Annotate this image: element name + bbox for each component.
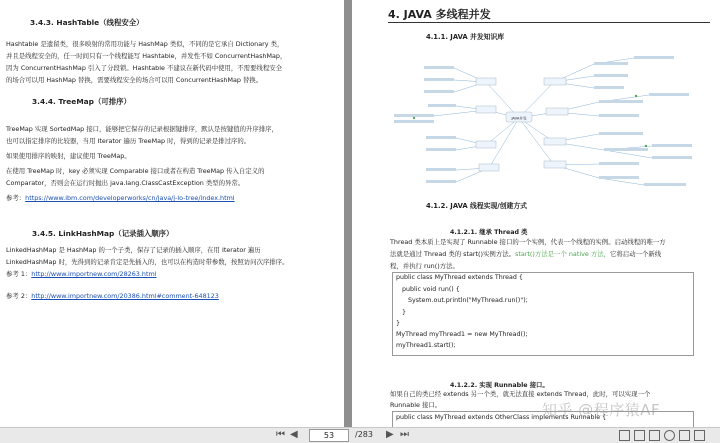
treemap-reference (6, 194, 235, 204)
first-page-icon[interactable]: ⏮ (276, 429, 285, 440)
diagram-leaf (424, 66, 454, 69)
diagram-leaf (649, 93, 689, 96)
diagram-leaf (594, 62, 628, 65)
diagram-leaf (426, 168, 456, 171)
treemap-line-2: 也可以指定排序的比较器，当用 Iterator 遍历 TreeMap 时，得到的记录是排过序的。 (6, 137, 251, 145)
left-page (0, 0, 344, 427)
diagram-leaf (599, 100, 643, 103)
diagram-leaf (604, 148, 648, 151)
thread-desc-2 (390, 250, 661, 260)
linkedhashmap-ref2-link[interactable]: http://www.importnew.com/20386.html#comment-648123 (31, 292, 219, 300)
diagram-node (546, 108, 568, 115)
heading-linkedhashmap: 3.4.5. LinkHashMap（记录插入顺序） (32, 229, 174, 238)
treemap-ref-link[interactable]: https://www.ibm.com/developerworks/cn/java/j-lo-tree/index.html (25, 194, 235, 202)
code-line: System.out.println("MyThread.run()"); (408, 297, 528, 304)
diagram-node (479, 164, 499, 171)
prev-page-icon[interactable]: ◀ (290, 429, 298, 440)
diagram-leaf (424, 90, 454, 93)
diagram-leaf (426, 148, 456, 151)
diagram-node (476, 78, 496, 85)
diagram-marker (635, 95, 637, 97)
diagram-node (544, 138, 566, 145)
diagram-leaf (424, 78, 454, 81)
linkedhashmap-ref1-label: 参考 1： (6, 270, 32, 278)
continuous-view-icon[interactable] (649, 430, 660, 441)
zoom-icon[interactable] (664, 430, 675, 441)
thread-desc-2b: start()方法是一个 native 方法， (515, 250, 611, 258)
runnable-desc-2: Runnable 接口。 (390, 401, 442, 409)
diagram-marker (645, 145, 647, 147)
fullscreen-icon[interactable] (694, 430, 705, 441)
chapter-rule (388, 22, 710, 23)
code-line: MyThread myThread1 = new MyThread(); (396, 331, 528, 338)
treemap-line-4: 在使用 TreeMap 时，key 必须实现 Comparable 接口或者在构造 TreeMap 传入自定义的 (6, 167, 265, 175)
diagram-leaf (599, 132, 643, 135)
runnable-desc-1: 如果自己的类已经 extends 另一个类，就无法直接 extends Thread，此时，可以实现一个 (390, 390, 651, 398)
diagram-node (476, 106, 496, 113)
page-gutter (344, 0, 352, 427)
linkedhashmap-reference-1 (6, 270, 156, 280)
right-page (352, 0, 720, 427)
diagram-node (544, 78, 566, 85)
diagram-leaf (426, 180, 456, 183)
hashtable-line-2: 并且是线程安全的，任一时间只有一个线程能写 Hashtable，并发性不如 ConcurrentHashMap， (6, 52, 287, 60)
hashtable-line-3: 因为 ConcurrentHashMap 引入了分段锁。Hashtable 不建议在新代码中使用，不需要线程安全 (6, 64, 282, 72)
thread-desc-2c: 它将启动一个新线 (610, 250, 662, 258)
linkedhashmap-ref2-label: 参考 2： (6, 292, 32, 300)
thread-desc-2a: 法就是通过 Thread 类的 start()实例方法。 (390, 250, 515, 258)
diagram-leaf (599, 114, 639, 117)
diagram-leaf (652, 156, 692, 159)
diagram-leaf (652, 144, 692, 147)
diagram-leaf (599, 176, 639, 179)
treemap-line-1: TreeMap 实现 SortedMap 接口，能够把它保存的记录根据键排序，默认是按键值的升序排序， (6, 125, 278, 133)
fit-width-icon[interactable] (679, 430, 690, 441)
double-page-view-icon[interactable] (634, 430, 645, 441)
page-number-input[interactable]: 53 (309, 429, 349, 442)
hashtable-line-1: Hashtable 是遗留类，很多映射的常用功能与 HashMap 类似，不同的是它承自 Dictionary 类， (6, 40, 284, 48)
heading-4-1-2-2: 4.1.2.2. 实现 Runnable 接口。 (450, 382, 549, 389)
diagram-node (476, 141, 496, 148)
linkedhashmap-ref1-link[interactable]: http://www.importnew.com/28263.html (31, 270, 157, 278)
diagram-marker (413, 117, 415, 119)
diagram-leaf (634, 56, 674, 59)
code-line: myThread1.start(); (396, 342, 456, 349)
code-line: } (396, 320, 401, 327)
diagram-leaf (394, 114, 434, 117)
heading-hashtable: 3.4.3. HashTable（线程安全） (30, 18, 144, 27)
code-line: } (402, 309, 407, 316)
diagram-center-label: JAVA并发 (511, 116, 527, 121)
pdf-navigation-bar (0, 427, 720, 443)
treemap-line-3: 如果使用排序的映射，建议使用 TreeMap。 (6, 152, 131, 160)
thread-desc-1: Thread 类本质上是实现了 Runnable 接口的一个实例，代表一个线程的实例。启动线程的唯一方 (390, 238, 666, 246)
diagram-node (544, 161, 566, 168)
diagram-leaf (594, 74, 628, 77)
diagram-leaf (428, 104, 456, 107)
treemap-line-5: Comparator，否则会在运行时抛出 java.lang.ClassCastException 类型的异常。 (6, 179, 245, 187)
last-page-icon[interactable]: ⏭ (400, 429, 409, 440)
single-page-view-icon[interactable] (619, 430, 630, 441)
diagram-leaf (644, 183, 686, 186)
diagram-leaf (394, 120, 434, 123)
code-line: public class MyThread extends Thread { (396, 274, 523, 281)
page-total: /283 (355, 430, 373, 439)
hashtable-line-4: 的场合可以用 HashMap 替换，需要线程安全的场合可以用 ConcurrentHashMap 替换。 (6, 76, 263, 84)
diagram-leaf (426, 136, 456, 139)
linkedhashmap-reference-2 (6, 292, 219, 302)
diagram-leaf (594, 86, 624, 89)
thread-desc-3: 程，并执行 run()方法。 (390, 262, 459, 270)
heading-4-1-2: 4.1.2. JAVA 线程实现/创建方式 (426, 202, 527, 210)
next-page-icon[interactable]: ▶ (386, 429, 394, 440)
code-line: public class MyThread extends OtherClass implements Runnable { (396, 414, 607, 421)
zhihu-watermark: 知乎 @程序猿AF (542, 401, 661, 419)
heading-4-1-2-1: 4.1.2.1. 继承 Thread 类 (450, 229, 528, 236)
concurrency-mind-map (394, 50, 694, 192)
heading-treemap: 3.4.4. TreeMap（可排序） (32, 97, 131, 106)
heading-4-1-1: 4.1.1. JAVA 并发知识库 (426, 33, 505, 41)
linkedhashmap-line-1: LinkedHashMap 是 HashMap 的一个子类，保存了记录的插入顺序，在用 Iterator 遍历 (6, 246, 261, 254)
chapter-title: 4. JAVA 多线程并发 (388, 8, 491, 21)
code-line: public void run() { (402, 286, 460, 293)
treemap-ref-label: 参考： (6, 194, 26, 202)
linkedhashmap-line-2: LinkedHashMap 时，先得到的记录肯定是先插入的，也可以在构造时带参数，按照访问次序排序。 (6, 258, 289, 266)
diagram-leaf (599, 162, 639, 165)
